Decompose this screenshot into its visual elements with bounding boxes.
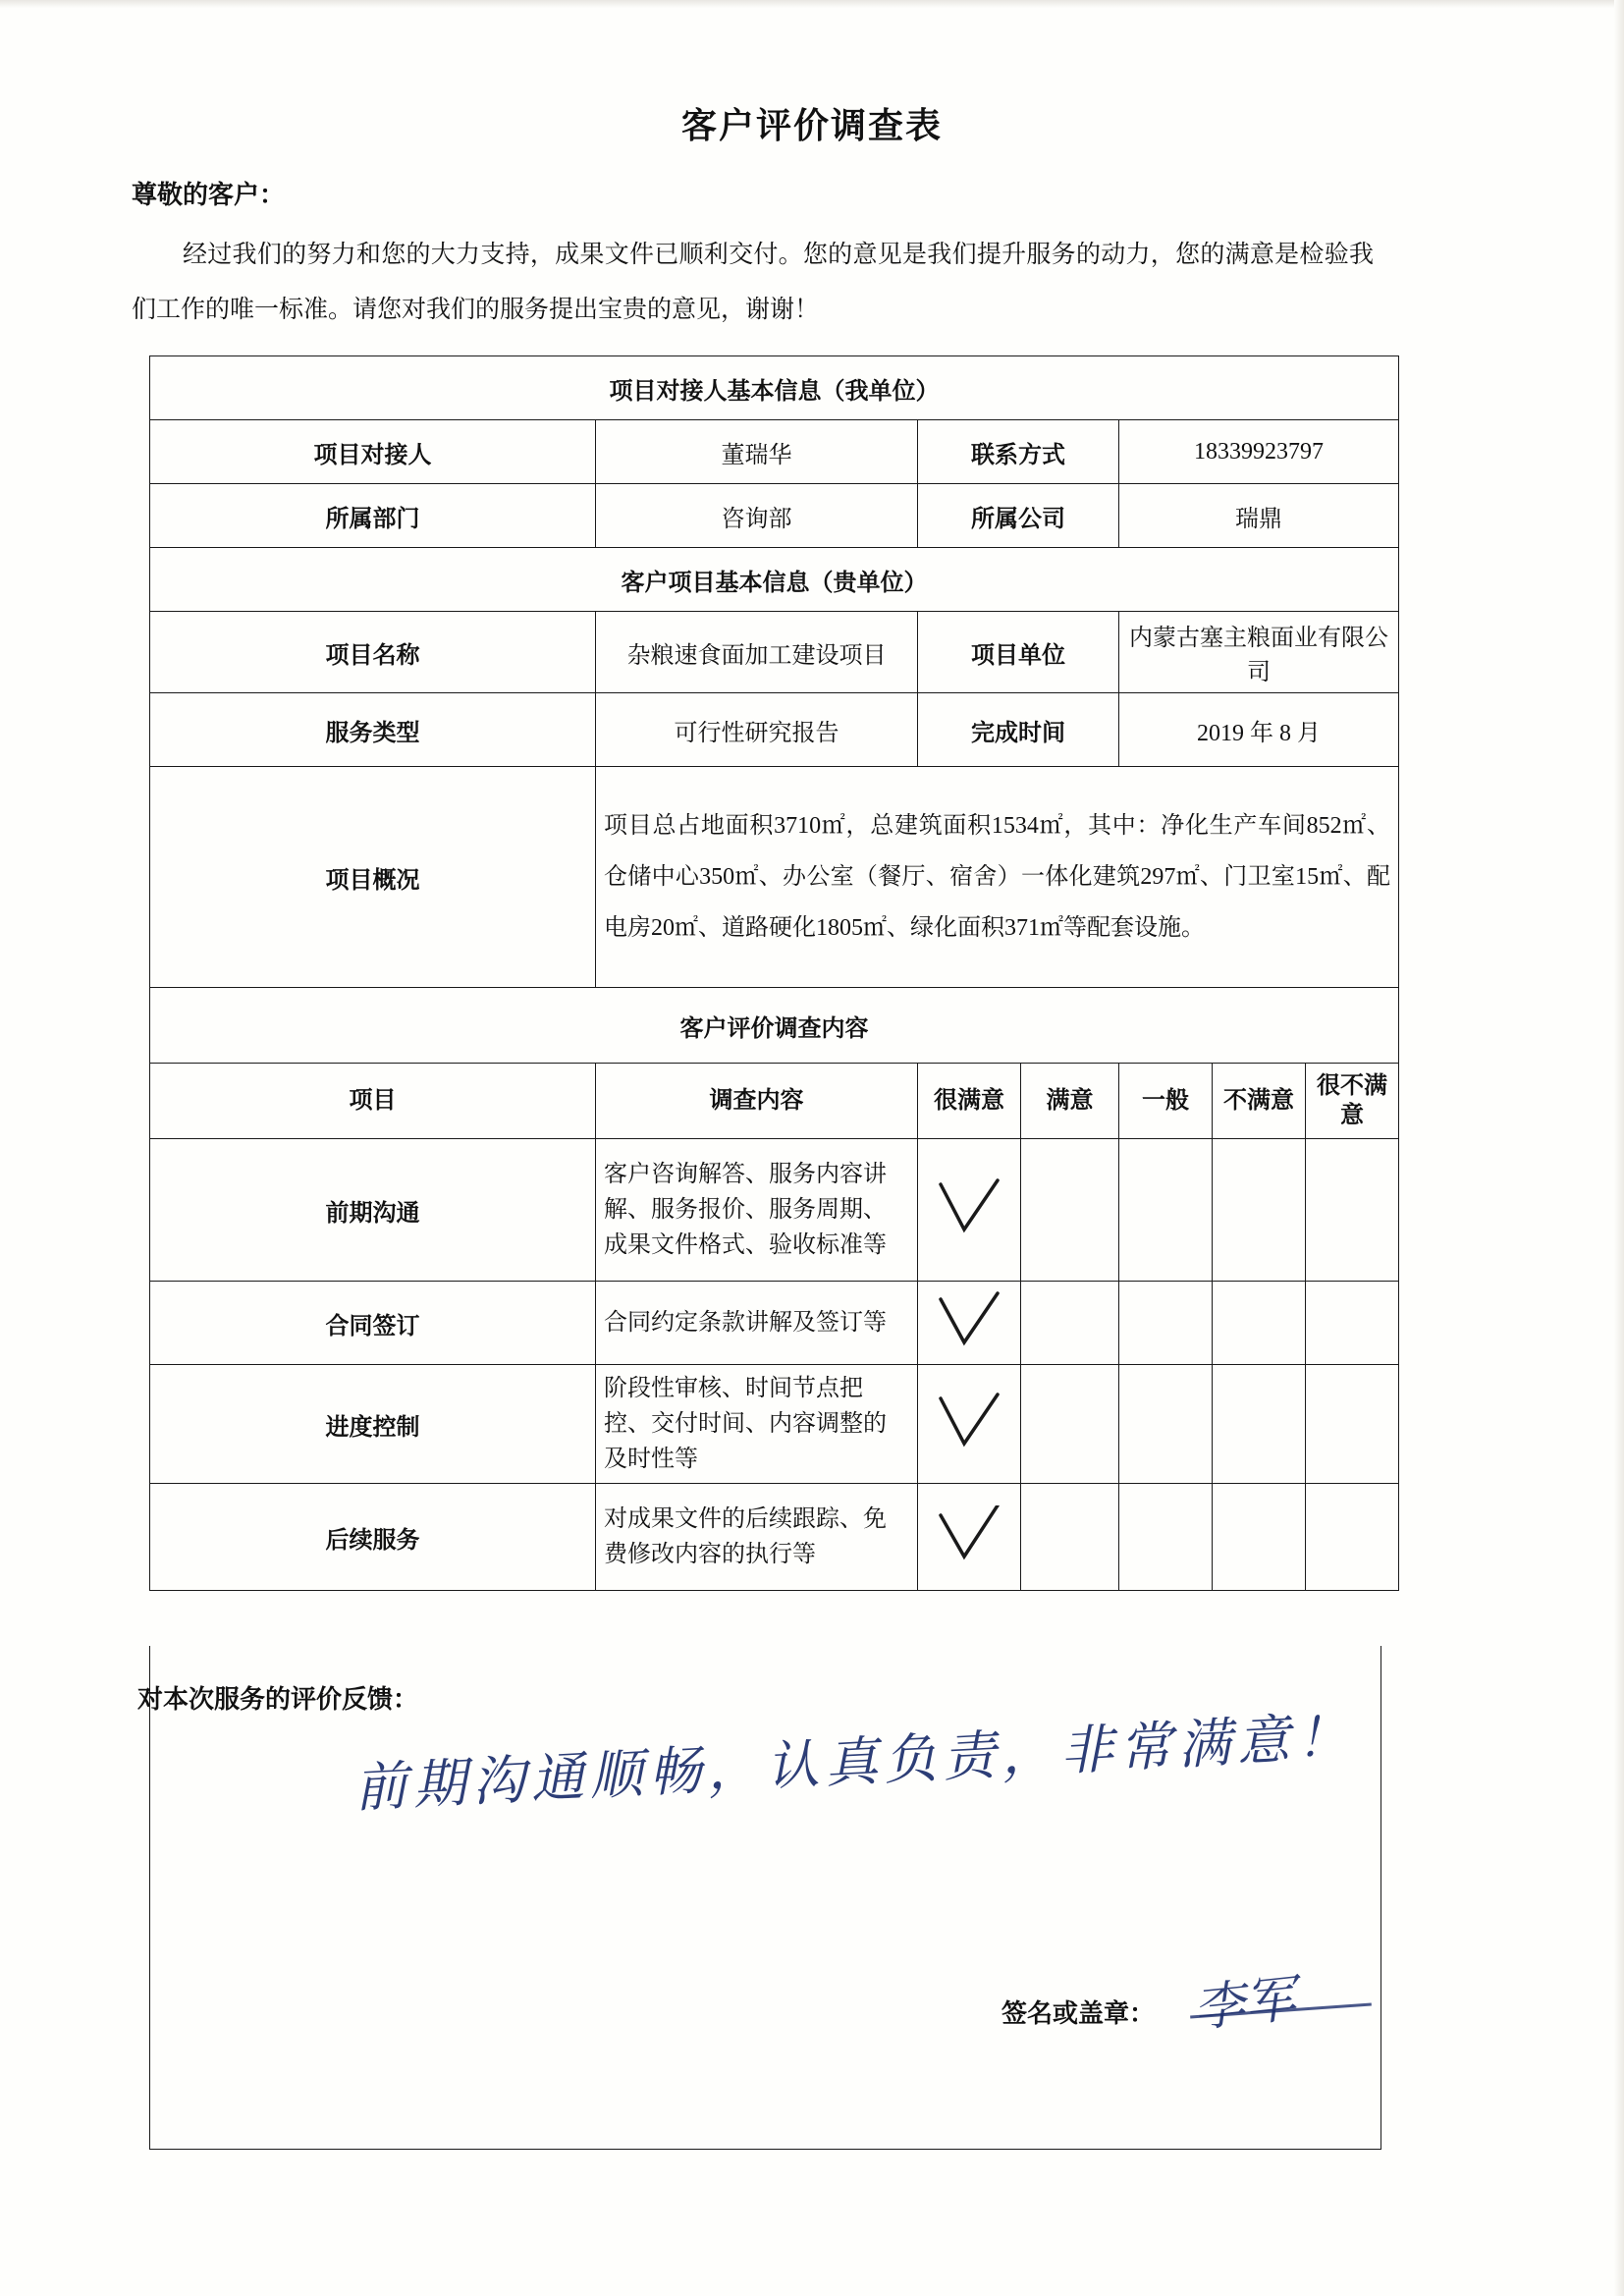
table-row [150,693,1399,767]
table-row [150,1064,1399,1139]
project-label-service-type: 服务类型 [150,693,596,767]
survey-row-2-average-cell[interactable] [1119,1365,1213,1484]
survey-row-1-content: 合同约定条款讲解及签订等 [596,1282,918,1365]
survey-row-3-satisfied-cell[interactable] [1021,1484,1119,1591]
survey-col-dissatisfied: 不满意 [1213,1064,1306,1139]
survey-row-3-very-satisfied-cell[interactable] [918,1484,1021,1591]
survey-row-2-very-satisfied-cell[interactable] [918,1365,1021,1484]
survey-col-content: 调查内容 [596,1064,918,1139]
project-label-name: 项目名称 [150,612,596,693]
survey-row-2-dissatisfied-cell[interactable] [1213,1365,1306,1484]
survey-col-very-satisfied: 很满意 [918,1064,1021,1139]
project-value-service-type: 可行性研究报告 [596,693,918,767]
project-value-name: 杂粮速食面加工建设项目 [596,612,918,693]
survey-row-1-average-cell[interactable] [1119,1282,1213,1365]
survey-row-0-very-dissatisfied-cell[interactable] [1306,1139,1399,1282]
survey-row-0-very-satisfied-cell[interactable] [918,1139,1021,1282]
contact-value-phone: 18339923797 [1119,420,1399,484]
table-row [150,1365,1399,1484]
survey-row-1-very-dissatisfied-cell[interactable] [1306,1282,1399,1365]
project-label-completion: 完成时间 [918,693,1119,767]
checkmark-icon [935,1178,1003,1241]
scan-edge-right [1614,0,1624,2296]
survey-row-0-item: 前期沟通 [150,1139,596,1282]
project-value-unit: 内蒙古塞主粮面业有限公司 [1119,612,1399,693]
table-row [150,1484,1399,1591]
contact-label-phone: 联系方式 [918,420,1119,484]
survey-row-0-average-cell[interactable] [1119,1139,1213,1282]
survey-section-header: 客户评价调查内容 [150,988,1399,1064]
table-row [150,612,1399,693]
checkmark-icon [935,1505,1003,1568]
survey-row-0-satisfied-cell[interactable] [1021,1139,1119,1282]
signature-label: 签名或盖章： [1001,1999,1156,2028]
survey-row-1-item: 合同签订 [150,1282,596,1365]
salutation: 尊敬的客户： [132,181,286,209]
survey-row-0-dissatisfied-cell[interactable] [1213,1139,1306,1282]
table-row [150,1282,1399,1365]
contact-label-department: 所属部门 [150,484,596,548]
survey-col-satisfied: 满意 [1021,1064,1119,1139]
scan-edge-top [0,0,1624,8]
project-overview-text: 项目总占地面积3710㎡，总建筑面积1534㎡，其中：净化生产车间852㎡、仓储中心350㎡、办公室（餐厅、宿舍）一体化建筑297㎡、门卫室15㎡、配电房20㎡、道路硬化1805㎡、绿化面积371㎡等配套设施。 [596,767,1399,988]
feedback-handwritten-text: 前期沟通顺畅，认真负责，非常满意！ [352,1705,1357,1820]
survey-row-2-content: 阶段性审核、时间节点把控、交付时间、内容调整的及时性等 [596,1365,918,1484]
table-row [150,988,1399,1064]
survey-col-very-dissatisfied: 很不满意 [1306,1064,1399,1139]
survey-row-3-dissatisfied-cell[interactable] [1213,1484,1306,1591]
survey-row-3-very-dissatisfied-cell[interactable] [1306,1484,1399,1591]
checkmark-icon [935,1291,1003,1354]
table-row [150,767,1399,988]
checkmark-icon [935,1393,1003,1455]
table-row [150,484,1399,548]
survey-row-1-very-satisfied-cell[interactable] [918,1282,1021,1365]
survey-row-0-content: 客户咨询解答、服务内容讲解、服务报价、服务周期、成果文件格式、验收标准等 [596,1139,918,1282]
survey-row-3-average-cell[interactable] [1119,1484,1213,1591]
contact-value-department: 咨询部 [596,484,918,548]
survey-col-item: 项目 [150,1064,596,1139]
table-row [150,1139,1399,1282]
project-value-completion: 2019 年 8 月 [1119,693,1399,767]
signature-handwritten: 李军 [1190,1969,1299,2040]
contact-value-company: 瑞鼎 [1119,484,1399,548]
contact-value-name: 董瑞华 [596,420,918,484]
table-row [150,420,1399,484]
contact-section-header: 项目对接人基本信息（我单位） [150,356,1399,420]
survey-col-average: 一般 [1119,1064,1213,1139]
contact-label-name: 项目对接人 [150,420,596,484]
feedback-label: 对本次服务的评价反馈： [137,1685,419,1714]
project-section-header: 客户项目基本信息（贵单位） [150,548,1399,612]
intro-paragraph: 经过我们的努力和您的大力支持，成果文件已顺利交付。您的意见是我们提升服务的动力，您的满意是检验我们工作的唯一标准。请您对我们的服务提出宝贵的意见，谢谢！ [132,242,1374,323]
survey-row-3-item: 后续服务 [150,1484,596,1591]
survey-row-2-very-dissatisfied-cell[interactable] [1306,1365,1399,1484]
table-row [150,548,1399,612]
contact-label-company: 所属公司 [918,484,1119,548]
survey-row-1-satisfied-cell[interactable] [1021,1282,1119,1365]
table-row [150,356,1399,420]
survey-form-table [149,355,1399,1591]
survey-row-1-dissatisfied-cell[interactable] [1213,1282,1306,1365]
project-label-unit: 项目单位 [918,612,1119,693]
survey-row-3-content: 对成果文件的后续跟踪、免费修改内容的执行等 [596,1484,918,1591]
page-title: 客户评价调查表 [680,106,943,145]
project-overview-label: 项目概况 [150,767,596,988]
survey-row-2-satisfied-cell[interactable] [1021,1365,1119,1484]
survey-row-2-item: 进度控制 [150,1365,596,1484]
